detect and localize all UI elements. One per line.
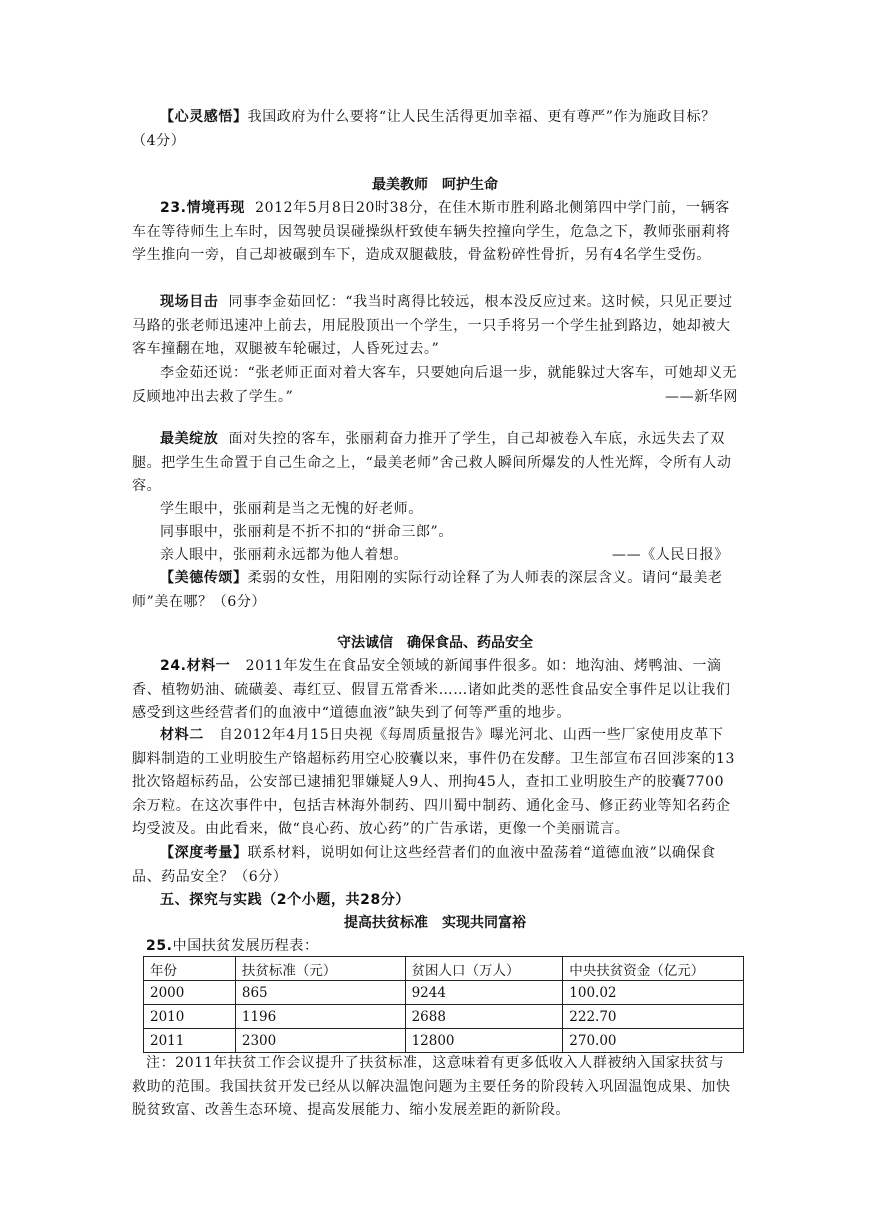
q23-question [132,567,738,614]
table-row [144,1005,744,1029]
q24-material-1-text: 2011年发生在食品安全领域的新闻事件很多。如：地沟油、烤鸭油、一滴香、植物奶油、硫磺姜、毒红豆、假冒五常香米……诸如此类的恶性食品安全事件足以让我们感受到这些经营者们的血液中“道德血液”缺失到了何等严重的地步。 [132,658,731,721]
q23-scene-text: 2012年5月8日20时38分，在佳木斯市胜利路北侧第四中学门前，一辆客车在等待师生上车时，因驾驶员误碰操纵杆致使车辆失控撞向学生，危急之下，教师张丽莉将学生推向一旁，自己却被碾到车下，造成双腿截肢，骨盆粉碎性骨折，另有4名学生受伤。 [132,200,731,263]
q23-scene [132,197,738,268]
table-row [144,981,744,1005]
table-header-cell: 扶贫标准（元） [235,957,405,981]
table-cell: 9244 [405,981,563,1005]
q25-caption-text: 中国扶贫发展历程表： [172,938,319,954]
table-cell: 865 [235,981,405,1005]
q24-material-1 [132,655,738,726]
table-header-row [144,957,744,981]
table-cell: 2300 [235,1029,405,1053]
q23-heading-witness: 现场目击 [160,294,219,310]
q24-question-text: 联系材料，说明如何让这些经营者们的血液中盈荡着“道德血液”以确保食品、药品安全？（6分） [132,845,716,885]
section-title-poverty: 提高扶贫标准 实现共同富裕 [344,915,526,931]
table-header-cell: 中央扶贫资金（亿元） [563,957,744,981]
q23-line-family-text: 亲人眼中，张丽莉永远都为他人着想。 [160,547,409,563]
table-header-cell: 年份 [144,957,236,981]
table-cell: 1196 [235,1005,405,1029]
poverty-table [143,956,744,1053]
q23-recall [132,362,738,409]
q25-caption [132,935,738,959]
table-header-cell: 贫困人口（万人） [405,957,563,981]
question-heart [132,106,738,153]
q24-heading-material-1: 材料一 [186,658,231,674]
q24-material-2 [132,724,738,842]
q23-line-colleagues [132,521,738,545]
q23-number: 23. [160,200,187,216]
q24-question [132,842,738,889]
q23-witness-text: 同事李金茹回忆：“我当时离得比较远，根本没反应过来。这时候，只见正要过马路的张老师迅速冲上前去，用屁股顶出一个学生，一只手将另一个学生扯到路边，她却被大客车撞翻在地，双腿被车轮碾过，人昏死过去。” [132,294,733,357]
tag-virtue: 【美德传颂】 [160,570,248,586]
q23-question-text: 柔弱的女性，用阳刚的实际行动诠释了为人师表的深层含义。请问“最美老师”美在哪？（6分） [132,570,723,610]
q23-line-students [132,498,738,522]
q25-note [132,1052,738,1123]
q23-recall-text: 李金茹还说：“张老师正面对着大客车，只要她向后退一步，就能躲过大客车，可她却义无反顾地冲出去救了学生。” [132,365,738,405]
q23-line-colleagues-text: 同事眼中，张丽莉是不折不扣的“拼命三郎”。 [160,524,453,540]
section-five-heading: 五、探究与实践（2个小题，共28分） [160,892,411,908]
section-title-teacher: 最美教师 呵护生命 [372,177,498,193]
section-title-food-safety: 守法诚信 确保食品、药品安全 [337,635,533,651]
q24-heading-material-2: 材料二 [160,727,204,743]
q24-number: 24. [160,658,187,674]
q23-bloom-text: 面对失控的客车，张丽莉奋力推开了学生，自己却被卷入车底，永远失去了双腿。把学生生命置于自己生命之上，“最美老师”舍己救人瞬间所爆发的人性光辉，令所有人动容。 [132,431,732,494]
table-cell: 100.02 [563,981,744,1005]
q23-source-peoples-daily: ——《人民日报》 [612,547,729,563]
q25-number: 25. [146,938,173,954]
q23-source-xinhua: ——新华网 [665,388,738,405]
q23-line-students-text: 学生眼中，张丽莉是当之无愧的好老师。 [160,501,423,517]
table-row [144,1029,744,1053]
q23-heading-bloom: 最美绽放 [160,431,219,447]
q23-line-family [132,544,738,568]
table-cell: 2000 [144,981,236,1005]
table-cell: 2011 [144,1029,236,1053]
table-cell: 2010 [144,1005,236,1029]
q24-material-2-text: 自2012年4月15日央视《每周质量报告》曝光河北、山西一些厂家使用皮革下脚料制造的工业明胶生产铬超标药用空心胶囊以来，事件仍在发酵。卫生部宣布召回涉案的13批次铬超标药品，公安部已逮捕犯罪嫌疑人9人、刑拘45人，查扣工业明胶生产的胶囊7700余万粒。在这次事件中，包括吉林海外制药、四川蜀中制药、通化金马、修正药业等知名药企均受波及。由此看来，做“良心药、放心药”的广告承诺，更像一个美丽谎言。 [132,727,736,837]
q25-note-text: 注：2011年扶贫工作会议提升了扶贫标准，这意味着有更多低收入人群被纳入国家扶贫与救助的范围。我国扶贫开发已经从以解决温饱问题为主要任务的阶段转入巩固温饱成果、加快脱贫致富、改善生态环境、提高发展能力、缩小发展差距的新阶段。 [132,1055,731,1118]
q23-witness [132,291,738,362]
q23-heading-scene: 情境再现 [186,200,246,216]
table-cell: 12800 [405,1029,563,1053]
table-cell: 2688 [405,1005,563,1029]
table-cell: 270.00 [563,1029,744,1053]
table-cell: 222.70 [563,1005,744,1029]
q23-bloom [132,428,738,499]
tag-heart: 【心灵感悟】 [160,109,248,125]
question-heart-text: 我国政府为什么要将“让人民生活得更加幸福、更有尊严”作为施政目标？（4分） [132,109,716,149]
tag-depth: 【深度考量】 [160,845,248,861]
